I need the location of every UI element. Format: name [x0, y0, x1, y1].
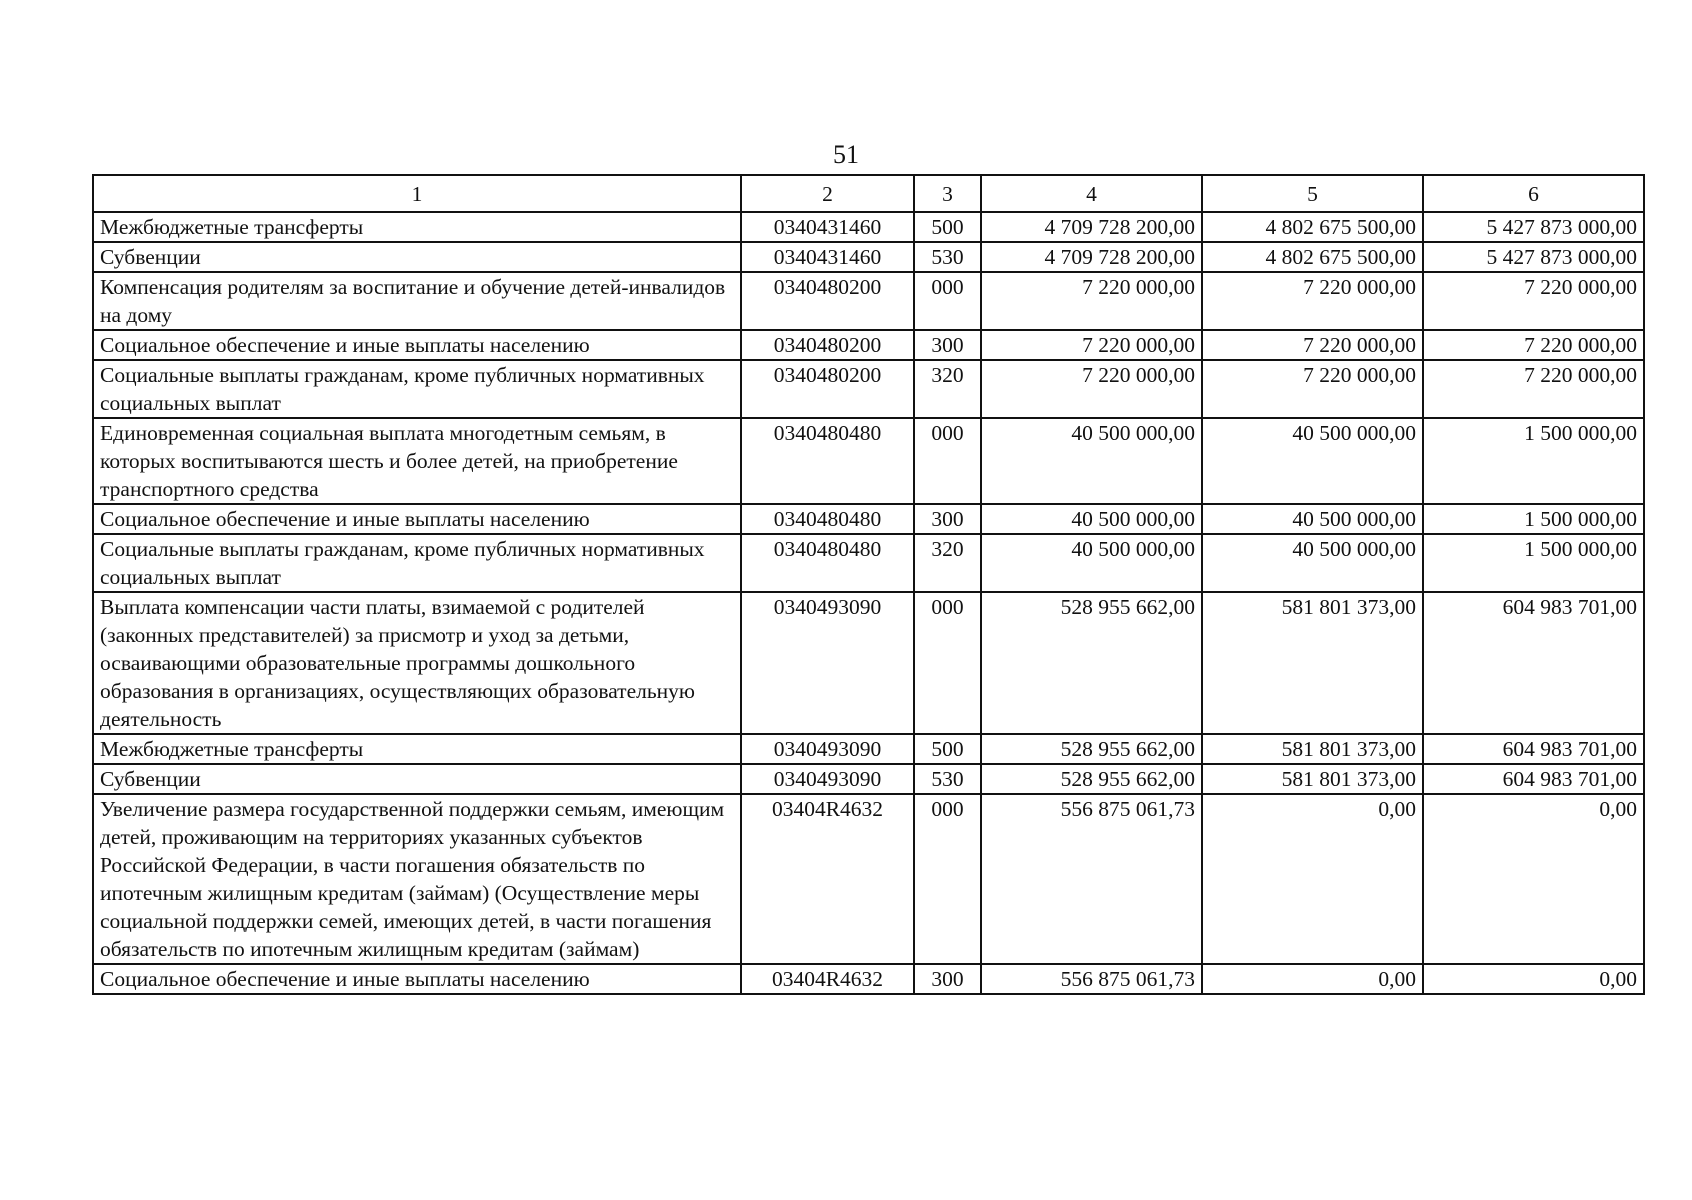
- table-row: [93, 964, 1644, 994]
- table-row: [93, 764, 1644, 794]
- row-value-col5: 4 802 675 500,00: [1202, 212, 1423, 242]
- row-value-col6: 1 500 000,00: [1423, 418, 1644, 504]
- row-value-col4: 40 500 000,00: [981, 418, 1202, 504]
- row-name: Социальное обеспечение и иные выплаты населению: [93, 504, 741, 534]
- row-target-code: 0340480200: [741, 272, 914, 330]
- row-value-col4: 556 875 061,73: [981, 964, 1202, 994]
- row-target-code: 0340480480: [741, 418, 914, 504]
- row-value-col6: 7 220 000,00: [1423, 360, 1644, 418]
- row-value-col4: 4 709 728 200,00: [981, 242, 1202, 272]
- row-expense-type: 300: [914, 964, 981, 994]
- row-value-col5: 581 801 373,00: [1202, 764, 1423, 794]
- row-value-col5: 7 220 000,00: [1202, 272, 1423, 330]
- row-value-col6: 5 427 873 000,00: [1423, 212, 1644, 242]
- table-row: [93, 592, 1644, 734]
- row-name: Социальные выплаты гражданам, кроме публичных нормативных социальных выплат: [93, 360, 741, 418]
- column-header-2: 2: [741, 175, 914, 212]
- row-value-col4: 528 955 662,00: [981, 734, 1202, 764]
- row-expense-type: 320: [914, 534, 981, 592]
- row-target-code: 0340480480: [741, 534, 914, 592]
- row-name: Увеличение размера государственной поддержки семьям, имеющим детей, проживающим на территориях указанных субъектов Российской Федерации, в части погашения обязательств по ипотечным жилищным кредитам (займам) (Осуществление меры социальной поддержки семей, имеющих детей, в части погашения обязательств по ипотечным жилищным кредитам (займам): [93, 794, 741, 964]
- table-row: [93, 418, 1644, 504]
- row-value-col6: 7 220 000,00: [1423, 330, 1644, 360]
- row-expense-type: 000: [914, 272, 981, 330]
- row-value-col5: 7 220 000,00: [1202, 360, 1423, 418]
- row-value-col5: 7 220 000,00: [1202, 330, 1423, 360]
- row-expense-type: 000: [914, 592, 981, 734]
- header-row: [93, 175, 1644, 212]
- row-target-code: 0340493090: [741, 734, 914, 764]
- row-name: Социальное обеспечение и иные выплаты населению: [93, 964, 741, 994]
- row-target-code: 03404R4632: [741, 964, 914, 994]
- table-row: [93, 272, 1644, 330]
- row-value-col4: 4 709 728 200,00: [981, 212, 1202, 242]
- row-value-col5: 0,00: [1202, 794, 1423, 964]
- row-value-col4: 528 955 662,00: [981, 592, 1202, 734]
- row-expense-type: 500: [914, 734, 981, 764]
- row-value-col6: 1 500 000,00: [1423, 534, 1644, 592]
- row-value-col4: 556 875 061,73: [981, 794, 1202, 964]
- row-value-col4: 40 500 000,00: [981, 534, 1202, 592]
- table-body: [93, 212, 1644, 994]
- row-value-col5: 581 801 373,00: [1202, 734, 1423, 764]
- row-value-col5: 581 801 373,00: [1202, 592, 1423, 734]
- row-expense-type: 000: [914, 794, 981, 964]
- row-value-col5: 40 500 000,00: [1202, 418, 1423, 504]
- page-number: 51: [833, 140, 859, 169]
- row-value-col5: 4 802 675 500,00: [1202, 242, 1423, 272]
- row-name: Компенсация родителям за воспитание и обучение детей-инвалидов на дому: [93, 272, 741, 330]
- row-expense-type: 300: [914, 504, 981, 534]
- row-value-col6: 1 500 000,00: [1423, 504, 1644, 534]
- table-row: [93, 534, 1644, 592]
- row-target-code: 03404R4632: [741, 794, 914, 964]
- row-name: Субвенции: [93, 242, 741, 272]
- row-name: Выплата компенсации части платы, взимаемой с родителей (законных представителей) за присмотр и уход за детьми, осваивающими образовательные программы дошкольного образования в организациях, осуществляющих образовательную деятельность: [93, 592, 741, 734]
- row-expense-type: 530: [914, 242, 981, 272]
- row-target-code: 0340431460: [741, 212, 914, 242]
- column-header-6: 6: [1423, 175, 1644, 212]
- row-target-code: 0340431460: [741, 242, 914, 272]
- row-expense-type: 530: [914, 764, 981, 794]
- column-header-4: 4: [981, 175, 1202, 212]
- row-value-col5: 0,00: [1202, 964, 1423, 994]
- row-value-col6: 7 220 000,00: [1423, 272, 1644, 330]
- row-target-code: 0340480480: [741, 504, 914, 534]
- row-value-col6: 604 983 701,00: [1423, 734, 1644, 764]
- column-header-3: 3: [914, 175, 981, 212]
- row-name: Социальное обеспечение и иные выплаты населению: [93, 330, 741, 360]
- row-value-col6: 604 983 701,00: [1423, 592, 1644, 734]
- row-expense-type: 500: [914, 212, 981, 242]
- row-value-col6: 0,00: [1423, 794, 1644, 964]
- row-target-code: 0340480200: [741, 330, 914, 360]
- table-row: [93, 212, 1644, 242]
- row-value-col6: 604 983 701,00: [1423, 764, 1644, 794]
- row-name: Социальные выплаты гражданам, кроме публичных нормативных социальных выплат: [93, 534, 741, 592]
- table-row: [93, 330, 1644, 360]
- row-target-code: 0340480200: [741, 360, 914, 418]
- table-row: [93, 242, 1644, 272]
- row-expense-type: 320: [914, 360, 981, 418]
- column-header-1: 1: [93, 175, 741, 212]
- row-name: Межбюджетные трансферты: [93, 212, 741, 242]
- row-name: Единовременная социальная выплата многодетным семьям, в которых воспитываются шесть и более детей, на приобретение транспортного средства: [93, 418, 741, 504]
- budget-table: [92, 174, 1645, 995]
- row-value-col4: 7 220 000,00: [981, 330, 1202, 360]
- row-value-col4: 528 955 662,00: [981, 764, 1202, 794]
- row-value-col5: 40 500 000,00: [1202, 534, 1423, 592]
- table-row: [93, 360, 1644, 418]
- row-value-col6: 5 427 873 000,00: [1423, 242, 1644, 272]
- row-target-code: 0340493090: [741, 592, 914, 734]
- table-row: [93, 794, 1644, 964]
- row-value-col6: 0,00: [1423, 964, 1644, 994]
- row-value-col4: 7 220 000,00: [981, 272, 1202, 330]
- row-name: Субвенции: [93, 764, 741, 794]
- row-target-code: 0340493090: [741, 764, 914, 794]
- row-value-col4: 40 500 000,00: [981, 504, 1202, 534]
- row-value-col5: 40 500 000,00: [1202, 504, 1423, 534]
- row-value-col4: 7 220 000,00: [981, 360, 1202, 418]
- row-expense-type: 300: [914, 330, 981, 360]
- table-row: [93, 734, 1644, 764]
- row-name: Межбюджетные трансферты: [93, 734, 741, 764]
- table-row: [93, 504, 1644, 534]
- row-expense-type: 000: [914, 418, 981, 504]
- column-header-5: 5: [1202, 175, 1423, 212]
